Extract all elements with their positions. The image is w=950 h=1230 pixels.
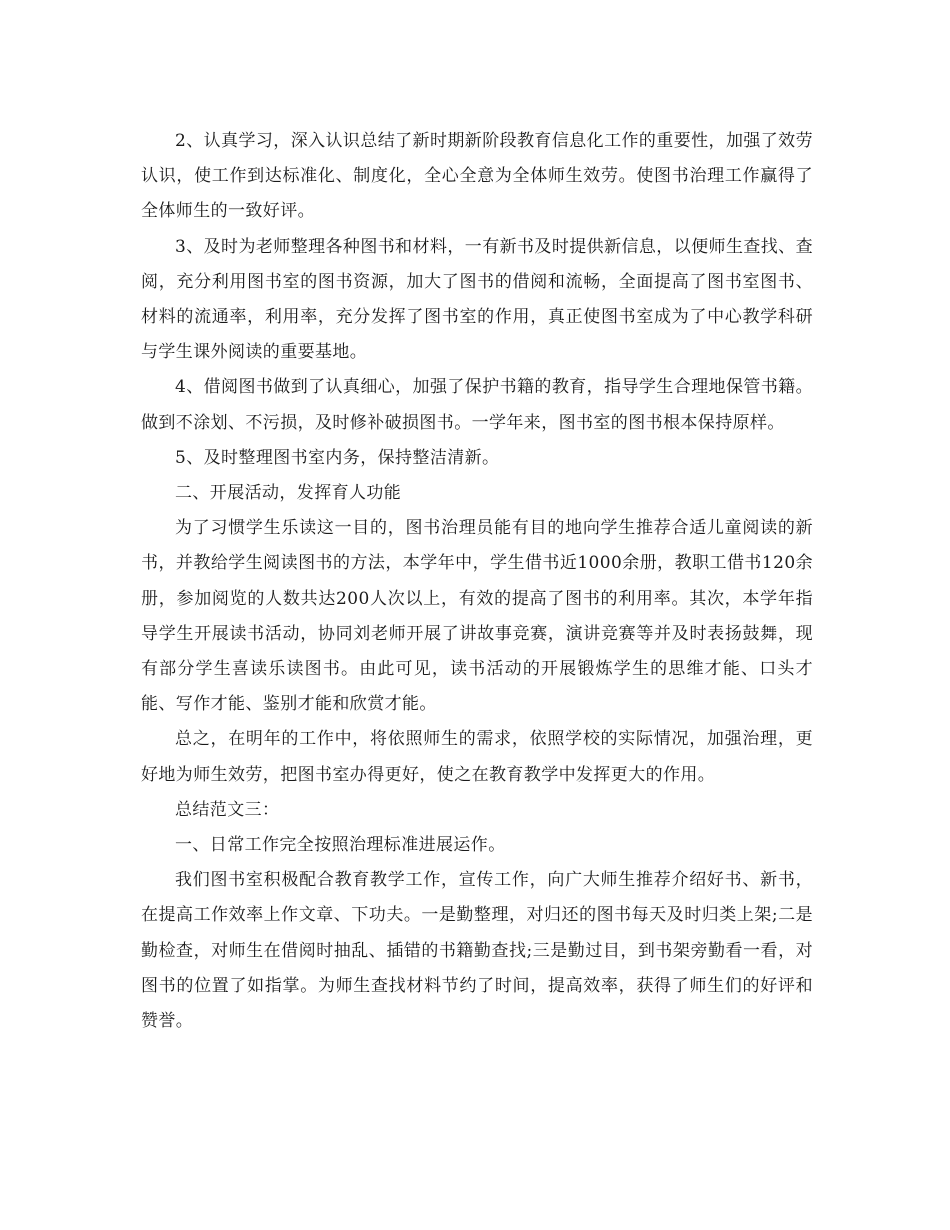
paragraph-item-4: 4、借阅图书做到了认真细心，加强了保护书籍的教育，指导学生合理地保管书籍。做到不涂划、不污损，及时修补破损图书。一学年来，图书室的图书根本保持原样。 — [141, 377, 813, 433]
paragraph-activities: 为了习惯学生乐读这一目的，图书治理员能有目的地向学生推荐合适儿童阅读的新书，并教给学生阅读图书的方法，本学年中，学生借书近1000余册，教职工借书120余册，参加阅览的人数共达200人次以上，有效的提高了图书的利用率。其次，本学年指导学生开展读书活动，协同刘老师开展了讲故事竞赛，演讲竞赛等并及时表扬鼓舞，现有部分学生喜读乐读图书。由此可见，读书活动的开展锻炼学生的思维才能、口头才能、写作才能、鉴别才能和欣赏才能。 — [141, 518, 813, 715]
section-heading-activities: 二、开展活动，发挥育人功能 — [175, 483, 402, 504]
paragraph-conclusion: 总之，在明年的工作中，将依照师生的需求，依照学校的实际情况，加强治理，更好地为师生效劳，把图书室办得更好，使之在教育教学中发挥更大的作用。 — [141, 729, 813, 785]
document-body — [141, 124, 813, 1039]
paragraph-item-2: 2、认真学习，深入认识总结了新时期新阶段教育信息化工作的重要性，加强了效劳认识，使工作到达标准化、制度化，全心全意为全体师生效劳。使图书治理工作赢得了全体师生的一致好评。 — [141, 131, 813, 222]
paragraph-daily-work: 我们图书室积极配合教育教学工作，宣传工作，向广大师生推荐介绍好书、新书，在提高工作效率上作文章、下功夫。一是勤整理，对归还的图书每天及时归类上架;二是勤检查，对师生在借阅时抽乱、插错的书籍勤查找;三是勤过目，到书架旁勤看一看，对图书的位置了如指掌。为师生查找材料节约了时间，提高效率，获得了师生们的好评和赞誉。 — [141, 870, 813, 1032]
section-heading-sample-three: 总结范文三： — [175, 799, 280, 820]
paragraph-item-3: 3、及时为老师整理各种图书和材料，一有新书及时提供新信息，以便师生查找、查阅，充分利用图书室的图书资源，加大了图书的借阅和流畅，全面提高了图书室图书、材料的流通率，利用率，充分发挥了图书室的作用，真正使图书室成为了中心教学科研与学生课外阅读的重要基地。 — [141, 236, 813, 363]
section-heading-daily-work: 一、日常工作完全按照治理标准进展运作。 — [175, 835, 506, 856]
paragraph-item-5: 5、及时整理图书室内务，保持整洁清新。 — [175, 447, 500, 468]
